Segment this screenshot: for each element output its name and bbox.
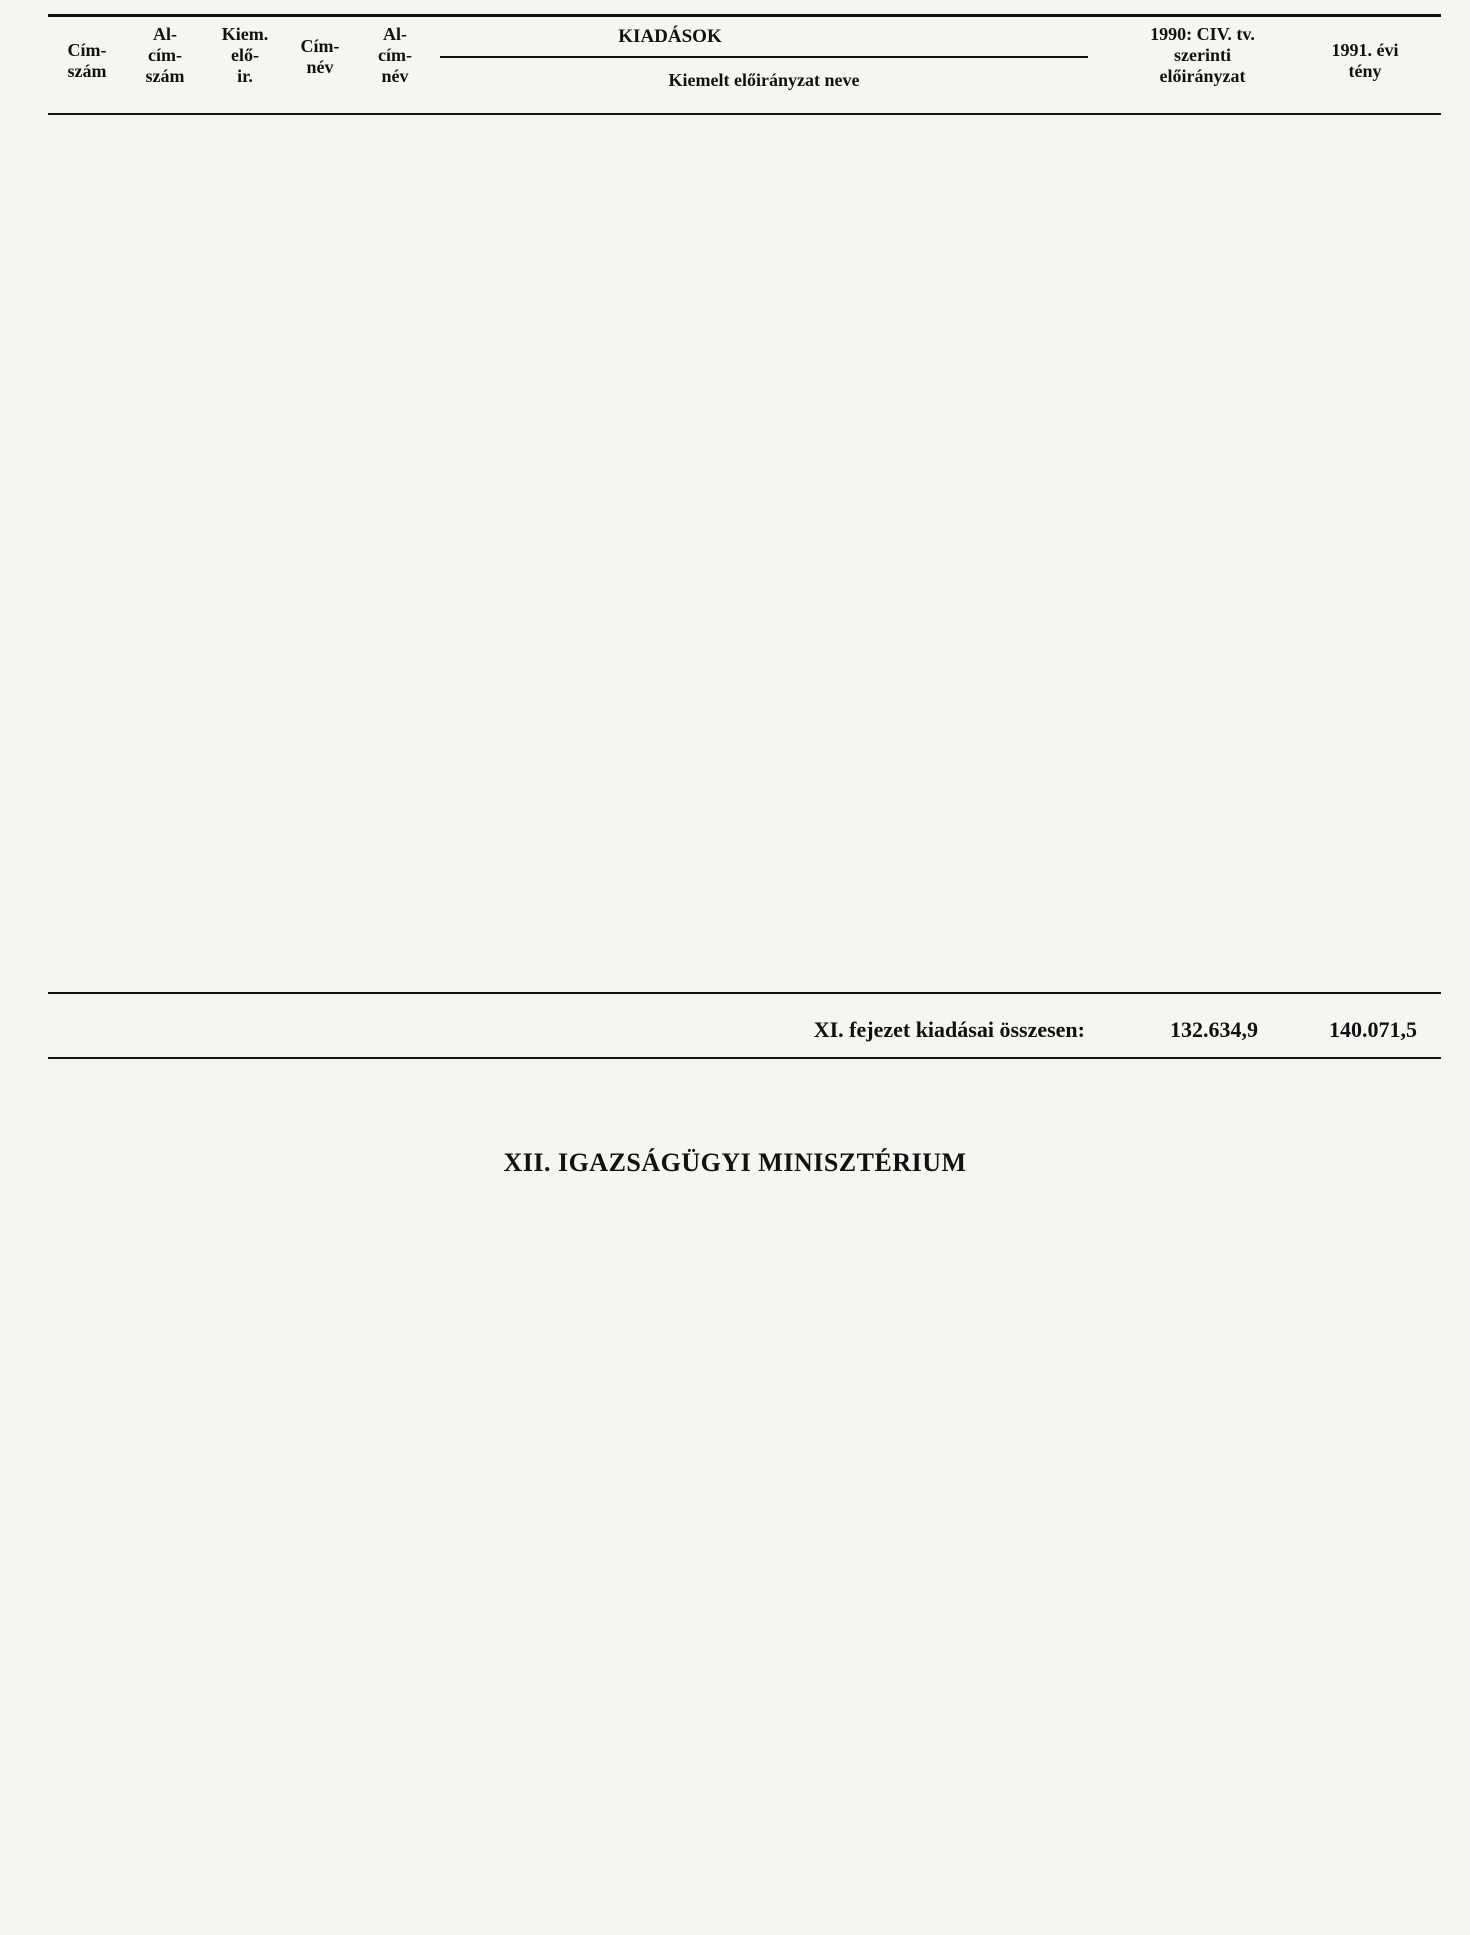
total-top-rule [48,992,1441,994]
col-cimnev-header: Cím- név [300,36,340,77]
section-title: XII. IGAZSÁGÜGYI MINISZTÉRIUM [503,1148,967,1177]
col-1991-header: 1991. évi tény [1331,40,1399,81]
total-1990: 132.634,9 [1170,1017,1258,1042]
col-kiemelt-nev-header: Kiemelt előirányzat neve [668,70,860,90]
total-bottom-rule [48,1057,1441,1059]
col-alcimszam-header: Al- cím- szám [145,24,185,86]
col-alcimnev-header: Al- cím- név [378,24,412,86]
col-1990-header: 1990: CIV. tv. szerinti előirányzat [1150,24,1255,86]
total-1991: 140.071,5 [1329,1017,1417,1042]
table-header [0,22,1470,114]
total-label: XI. fejezet kiadásai összesen: [813,1017,1085,1042]
header-top-rule [48,14,1441,17]
col-kiemelir-header: Kiem. elő- ir. [221,24,269,86]
header-bottom-rule [48,113,1441,115]
col-kiadasok-header: KIADÁSOK [618,26,722,47]
kiadasok-divider [440,56,1088,58]
col-cimszam-header: Cím- szám [67,40,107,81]
